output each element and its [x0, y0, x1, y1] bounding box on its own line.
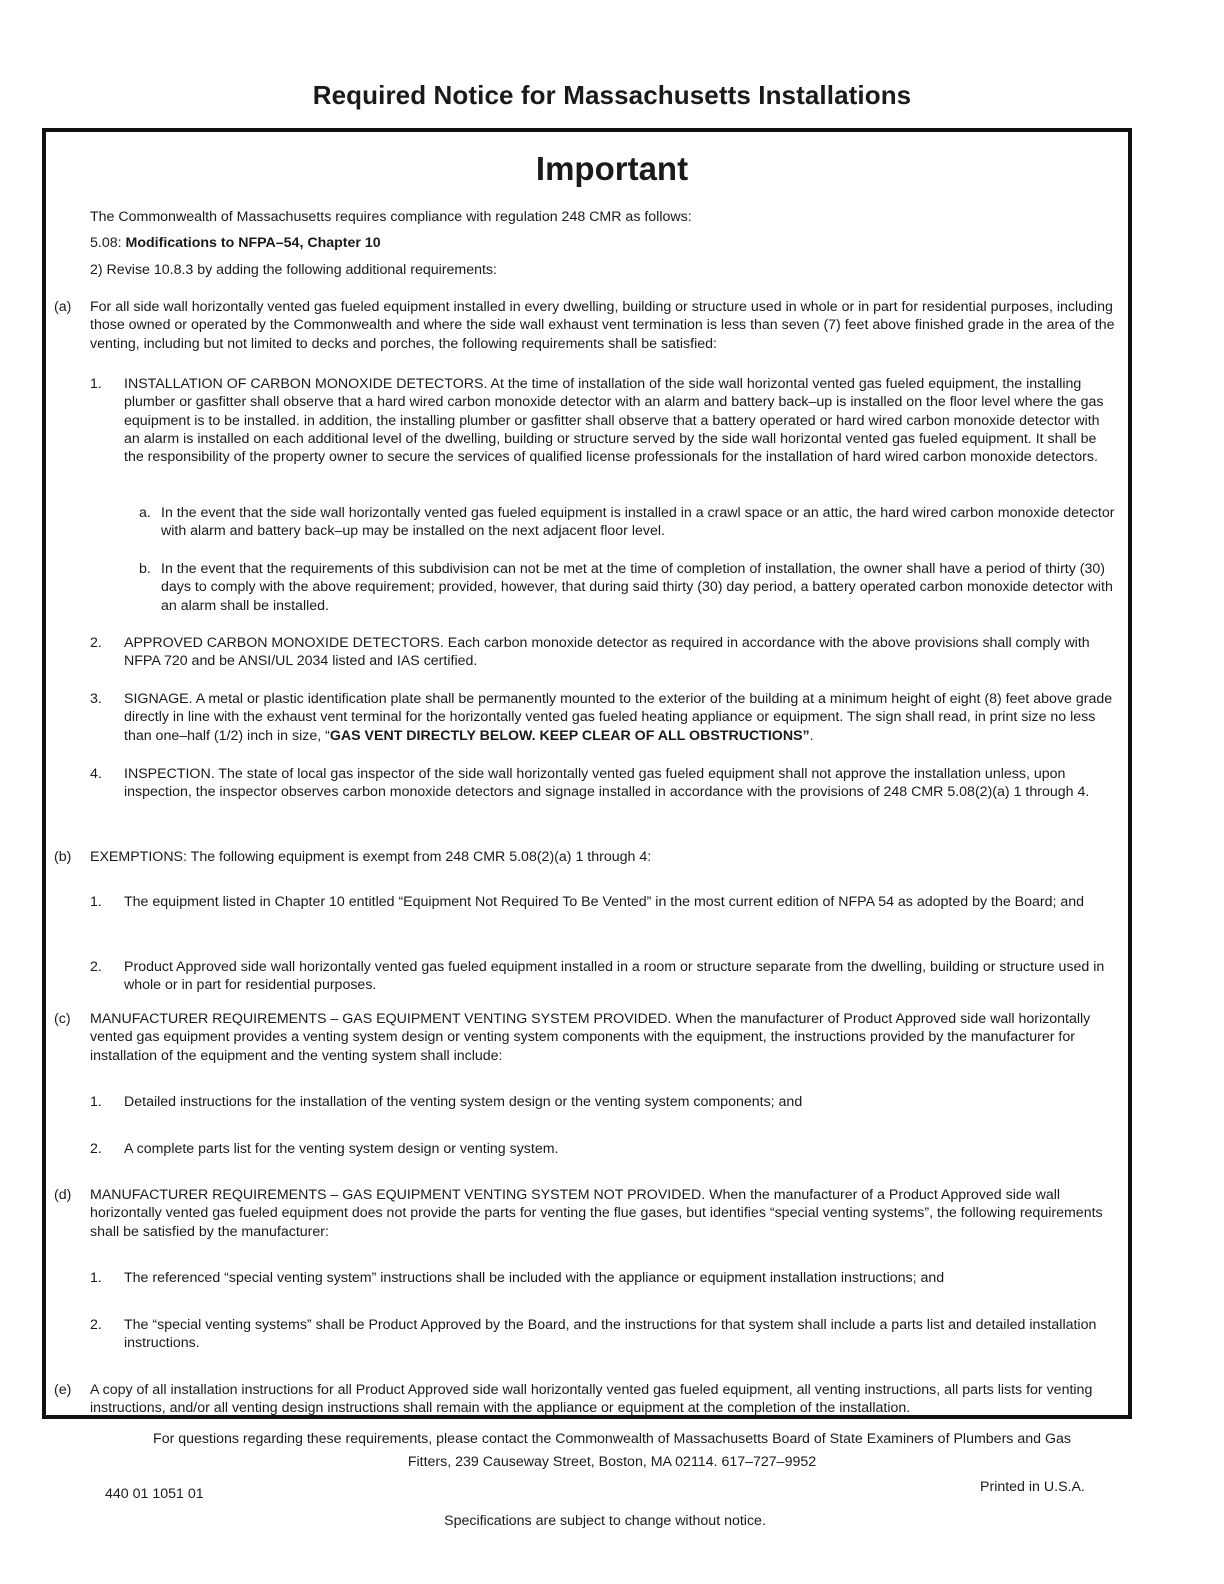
section-d-text: MANUFACTURER REQUIREMENTS – GAS EQUIPMENT VENTING SYSTEM NOT PROVIDED. When the manufacturer of a Product Approved side wall horizontally vented gas fueled equipment does not provide the parts for venting the flue gases, but identifies “special venting systems”, the following requirements shall be satisfied by the manufacturer: [90, 1187, 1103, 1240]
section-c-item-1-num: 1. [90, 1094, 102, 1110]
section-a-item-1-sub-b-text: In the event that the requirements of this subdivision can not be met at the time of completion of installation, the owner shall have a period of thirty (30) days to comply with the above requirement; provided, however, that during said thirty (30) day period, a battery operated carbon monoxide detector with an alarm shall be installed. [161, 561, 1113, 614]
section-a-item-1-sub-b-letter: b. [139, 561, 151, 577]
section-a-item-1-sub-a-letter: a. [139, 505, 151, 521]
notice-heading: Important [535, 150, 689, 187]
section-d-item-1-num: 1. [90, 1270, 102, 1286]
section-b-text: EXEMPTIONS: The following equipment is exempt from 248 CMR 5.08(2)(a) 1 through 4: [90, 849, 652, 865]
section-a-item-1-text: INSTALLATION OF CARBON MONOXIDE DETECTORS. At the time of installation of the side wall horizontal vented gas fueled equipment, the installing plumber or gasfitter shall observe that a hard wired carbon monoxide detector with an alarm and battery back–up is installed on the floor level where the gas equipment is to be installed. in addition, the installing plumber or gasfitter shall observe that a battery operated or hard wired carbon monoxide detector with an alarm is installed on each additional level of the dwelling, building or structure served by the side wall horizontal vented gas fueled equipment. It shall be the responsibility of the property owner to secure the services of qualified license professionals for the installation of hard wired carbon monoxide detectors. [124, 376, 1104, 466]
signage-text: SIGNAGE. A metal or plastic identification plate shall be permanently mounted to the exterior of the building at a minimum height of eight (8) feet above grade directly in line with the exhaust vent terminal for the horizontally vented gas fueled heating appliance or equipment. The sign shall read, in print size no less than one–half (1/2) inch in size, “ [124, 691, 1113, 744]
page-title: Required Notice for Massachusetts Installations [312, 80, 912, 110]
section-d-item-2-num: 2. [90, 1317, 102, 1333]
section-d-item-2-text: The “special venting systems” shall be Product Approved by the Board, and the instructions for that system shall include a parts list and detailed installation instructions. [124, 1317, 1097, 1352]
section-a-item-1-sub-a-text: In the event that the side wall horizontally vented gas fueled equipment is installed in a crawl space or an attic, the hard wired carbon monoxide detector with alarm and battery back–up may be installed on the next adjacent floor level. [161, 505, 1115, 540]
regulation-number: 5.08: [90, 235, 126, 251]
intro-revision: 2) Revise 10.8.3 by adding the following additional requirements: [90, 262, 497, 278]
section-c-item-2-text: A complete parts list for the venting system design or venting system. [124, 1141, 559, 1157]
section-d-label: (d) [54, 1187, 72, 1203]
section-a-item-2-num: 2. [90, 635, 102, 651]
section-c-item-2-num: 2. [90, 1141, 102, 1157]
section-e-label: (e) [54, 1382, 72, 1398]
section-b-item-1-text: The equipment listed in Chapter 10 entitled “Equipment Not Required To Be Vented” in the most current edition of NFPA 54 as adopted by the Board; and [124, 894, 1085, 910]
section-a-item-2-text: APPROVED CARBON MONOXIDE DETECTORS. Each carbon monoxide detector as required in accordance with the above provisions shall comply with NFPA 720 and be ANSI/UL 2034 listed and IAS certified. [124, 635, 1090, 670]
section-c-text: MANUFACTURER REQUIREMENTS – GAS EQUIPMENT VENTING SYSTEM PROVIDED. When the manufacturer of Product Approved side wall horizontally vented gas equipment provides a venting system design or venting system components with the equipment, the instructions provided by the manufacturer for installation of the equipment and the venting system shall include: [90, 1011, 1091, 1064]
section-a-item-4-num: 4. [90, 766, 102, 782]
document-number: 440 01 1051 01 [105, 1486, 204, 1502]
section-a-item-1-num: 1. [90, 376, 102, 392]
section-b-item-2-num: 2. [90, 959, 102, 975]
intro-line: The Commonwealth of Massachusetts requires compliance with regulation 248 CMR as follows: [90, 209, 692, 225]
section-c-label: (c) [54, 1011, 71, 1027]
section-a-item-3-num: 3. [90, 691, 102, 707]
intro-regulation [90, 234, 381, 252]
signage-required-wording: GAS VENT DIRECTLY BELOW. KEEP CLEAR OF ALL OBSTRUCTIONS” [329, 727, 810, 744]
signage-text-end: . [809, 727, 814, 744]
section-a-text: For all side wall horizontally vented gas fueled equipment installed in every dwelling, building or structure used in whole or in part for residential purposes, including those owned or operated by the Commonwealth and where the side wall exhaust vent termination is less than seven (7) feet above finished grade in the area of the venting, including but not limited to decks and porches, the following requirements shall be satisfied: [90, 299, 1115, 352]
footer-contact-line-2: Fitters, 239 Causeway Street, Boston, MA 02114. 617–727–9952 [407, 1454, 817, 1470]
footer-disclaimer: Specifications are subject to change without notice. [444, 1513, 766, 1529]
footer-contact-line-1: For questions regarding these requirements, please contact the Commonwealth of Massachusetts Board of State Examiners of Plumbers and Gas [153, 1431, 1071, 1447]
section-e-text: A copy of all installation instructions for all Product Approved side wall horizontally vented gas fueled equipment, all venting instructions, all parts lists for venting instructions, and/or all venting design instructions shall remain with the appliance or equipment at the completion of the installation. [90, 1382, 1093, 1417]
section-a-label: (a) [54, 299, 72, 315]
section-a-item-3-text [124, 690, 1119, 745]
section-c-item-1-text: Detailed instructions for the installation of the venting system design or the venting system components; and [124, 1094, 803, 1110]
regulation-title: Modifications to NFPA–54, Chapter 10 [125, 235, 381, 251]
section-b-label: (b) [54, 849, 72, 865]
section-d-item-1-text: The referenced “special venting system” instructions shall be included with the appliance or equipment installation instructions; and [124, 1270, 945, 1286]
section-b-item-2-text: Product Approved side wall horizontally vented gas fueled equipment installed in a room or structure separate from the dwelling, building or structure used in whole or in part for residential purposes. [124, 959, 1105, 994]
section-a-item-4-text: INSPECTION. The state of local gas inspector of the side wall horizontally vented gas fueled equipment shall not approve the installation unless, upon inspection, the inspector observes carbon monoxide detectors and signage installed in accordance with the provisions of 248 CMR 5.08(2)(a) 1 through 4. [124, 766, 1090, 801]
printed-in: Printed in U.S.A. [980, 1479, 1085, 1495]
section-b-item-1-num: 1. [90, 894, 102, 910]
